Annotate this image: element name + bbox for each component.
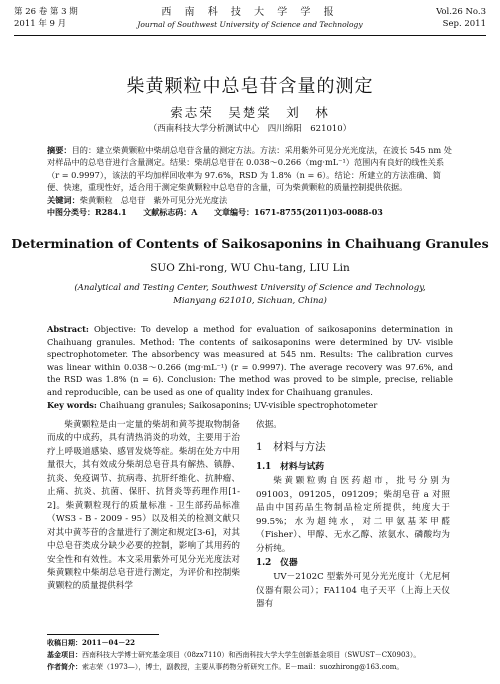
abstract-en-text: Objective: To develop a method for evaluation of saikosaponins determination in Chaihuang granules. Method: The contents of saikosaponins were determined by UV- visible spectrophotometer. The absorbency was measured at 545 nm. Results: The calibration curves was linear within 0.038～0.266 (mg·mL⁻¹) (r = 0.9997). The average recovery was 97.6%, and the RSD was 1.8% (n = 6). Conclusion: The method was proved to be simple, precise, reliable and reproducible, can be used as one of quality index for Chaihuang granules. [47, 324, 453, 397]
affiliation-en [0, 282, 500, 308]
author-bio-text: 索志荣（1973—），博士，副教授，主要从事药物分析研究工作。E－mail：suozhirong@163.com。 [82, 663, 404, 671]
section-1-heading: 1 材料与方法 [256, 441, 326, 454]
intro-paragraph: 柴黄颗粒是由一定量的柴胡和黄芩提取物制备而成的中成药，具有清热消炎的功效，主要用于治疗上呼吸道感染、感冒发烧等症。柴胡在处方中用量很大，其有效成分柴胡总皂苷具有解热、镇静、抗炎、免疫调节、抗病毒、抗肝纤维化、抗肿瘤、止痛、抗炎、抗菌、保肝、抗肾炎等药理作用[1-2]。柴黄颗粒现行的质量标准 - 卫生部药品标准（WS3 - B - 2009 - 95）以及相关的检测文献只对其中黄芩苷的含量进行了测定和规定[3-6]，对其中总皂苷类成分缺少必要的控制，影响了其用药的安全性和有效性。本文采用紫外可见分光光度法对柴黄颗粒中柴胡总皂苷进行测定，为评价和控制柴黄颗粒的质量提供科学 [47, 420, 240, 592]
author-bio-label: 作者简介： [47, 662, 82, 671]
abstract-cn-text: 目的：建立柴黄颗粒中柴胡总皂苷含量的测定方法。方法：采用紫外可见分光光度法，在波长 545 nm 处对样品中的总皂苷进行含量测定。结果：柴胡总皂苷在 0.038～0.266（mg·mL⁻¹）范围内有良好的线性关系（r = 0.9997），该法的平均加样回收率为 97.6%，RSD 为 1.8%（n = 6）。结论：所建立的方法准确、简便、快速，重现性好，适合用于测定柴黄颗粒中总皂苷的含量，可为柴黄颗粒的质量控制提供依据。 [47, 145, 452, 193]
section-1-2-heading: 1.2 仪器 [256, 558, 298, 569]
journal-name-en: Journal of Southwest University of Science and Technology [137, 20, 363, 29]
page-header [14, 6, 486, 50]
section-1-1-heading: 1.1 材料与试药 [256, 462, 325, 473]
header-right [436, 6, 486, 30]
article-title-cn: 柴黄颗粒中总皂苷含量的测定 [126, 76, 374, 97]
document-code: 文献标志码：A [143, 207, 198, 217]
abstract-en [47, 323, 453, 411]
abstract-cn-label: 摘要： [47, 145, 72, 155]
body-column-left [47, 419, 240, 594]
section-1-2-text: UV－2102C 型紫外可见分光光度计（尤尼柯仪器有限公司）；FA1104 电子天平（上海上天仪器有 [256, 572, 450, 610]
fund-text: 西南科技大学博士研究基金项目（08zx7110）和西南科技大学大学生创新基金项目（SWUST－CX0903）。 [82, 650, 421, 659]
body-column-right [256, 419, 450, 612]
keywords-en-label: Key words: [47, 399, 97, 410]
classification-line [47, 206, 480, 219]
abstract-cn [47, 144, 453, 206]
keywords-en-text: Chaihuang granules; Saikosaponins; UV-visible spectrophotometer [99, 399, 378, 410]
authors-en: SUO Zhi-rong, WU Chu-tang, LIU Lin [150, 262, 350, 274]
abstract-en-label: Abstract: [47, 324, 89, 334]
article-id: 文章编号：1671-8755(2011)03-0088-03 [214, 207, 383, 217]
header-center [14, 6, 486, 30]
keywords-cn-text: 柴黄颗粒 总皂苷 紫外可见分光光度法 [79, 194, 228, 205]
affiliation-en-line1: (Analytical and Testing Center, Southwest University of Science and Technology, [74, 283, 426, 293]
date-en: Sep. 2011 [442, 19, 486, 29]
footnote-rule [47, 634, 159, 635]
journal-name-cn: 西 南 科 技 大 学 学 报 [161, 7, 339, 18]
clc-number: 中图分类号：R284.1 [47, 207, 127, 217]
fund-label: 基金项目： [47, 649, 82, 659]
footnote [47, 637, 480, 674]
affiliation-cn: （西南科技大学分析测试中心 四川绵阳 621010） [148, 124, 352, 134]
affiliation-en-line2: Mianyang 621010, Sichuan, China) [173, 296, 327, 306]
authors-cn: 索志荣 吴楚棠 刘 林 [170, 105, 330, 120]
header-rule [14, 35, 486, 36]
date-cn: 2011 年 9 月 [14, 19, 67, 29]
section-1-1-text: 柴黄颗粒购自医药超市，批号分别为 091003，091205，091209；柴胡皂苷 a 对照品由中国药品生物制品检定所提供，纯度大于 99.5%；水为超纯水，对二甲氨基苯甲醛（Fisher）、甲醇、无水乙醇、浓氨水、磷酸均为分析纯。 [256, 476, 450, 554]
intro-continuation: 依据。 [256, 420, 282, 430]
keywords-cn-label: 关键词： [47, 194, 80, 205]
article-title-en: Determination of Contents of Saikosaponins in Chaihuang Granules [11, 236, 489, 251]
received-date: 收稿日期：2011－04－22 [47, 638, 135, 647]
volume-cn: 第 26 卷 第 3 期 [14, 7, 78, 17]
volume-en: Vol.26 No.3 [436, 7, 486, 17]
